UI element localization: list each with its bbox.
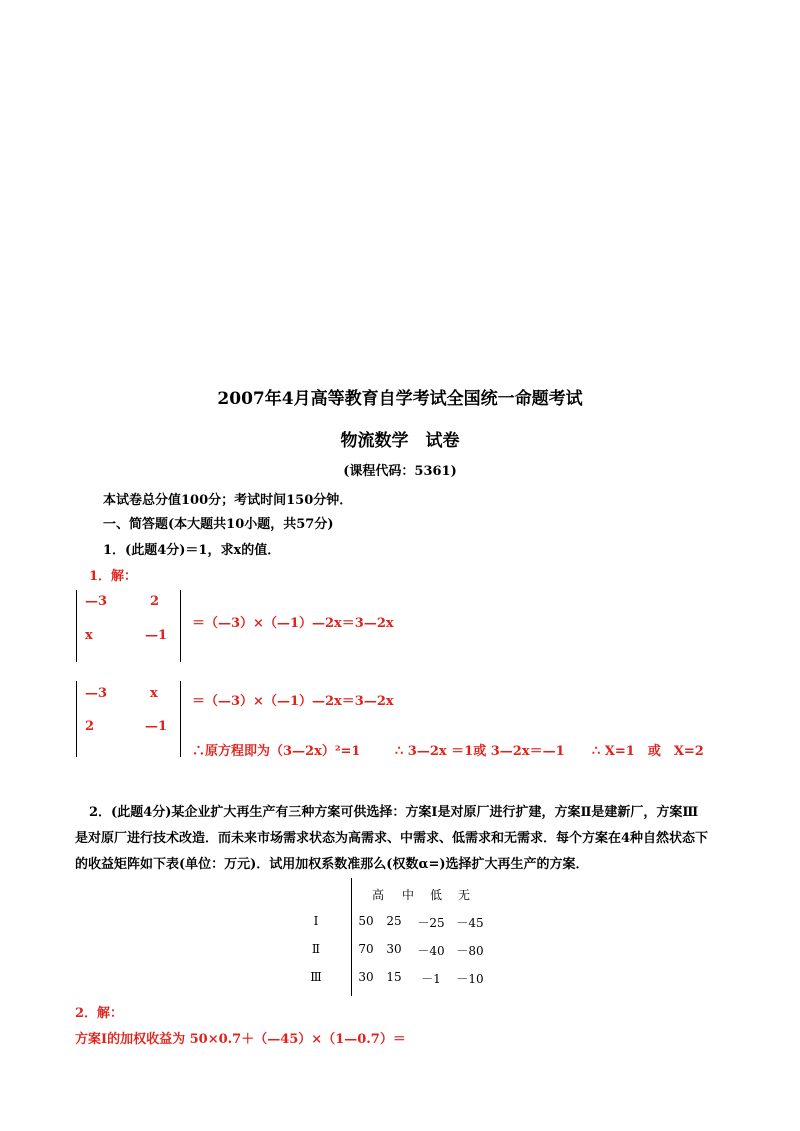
table-cell: －25	[417, 916, 445, 930]
q1-text: 1．(此题4分)＝1，求x的值．	[103, 543, 281, 558]
det1-result: ＝（—3）×（—1）—2x＝3—2x	[192, 616, 394, 631]
q1-answer-label: 1．解：	[89, 569, 138, 584]
table-cell: 30	[358, 970, 374, 984]
table-row-label: Ⅱ	[311, 942, 321, 956]
q2-text-line-3: 的收益矩阵如下表(单位：万元)．试用加权系数准那么(权数α=)选择扩大再生产的方案．	[75, 857, 589, 872]
table-cell: 70	[358, 942, 374, 956]
section-one-heading: 一、简答题(本大题共10小题，共57分)	[103, 517, 334, 532]
total-score-note: 本试卷总分值100分；考试时间150分钟．	[103, 493, 353, 508]
det1-right-bar	[180, 590, 181, 662]
table-cell: 50	[358, 914, 374, 928]
table-header-low: 低	[429, 888, 442, 902]
det1-left-bar	[76, 590, 77, 662]
table-row-label: Ⅰ	[313, 914, 319, 928]
table-header-mid: 中	[401, 888, 414, 902]
q2-text-line-2: 是对原厂进行技术改造．而未来市场需求状态为高需求、中需求、低需求和无需求．每个方案在4种自然状态下	[75, 831, 709, 846]
q1-conclusion-2: ∴ 3—2x ＝1或 3—2x＝—1	[395, 744, 565, 759]
q1-conclusion-3: ∴ X=1 或 X=2	[592, 744, 704, 759]
table-cell: －80	[456, 944, 484, 958]
table-header-high: 高	[371, 888, 384, 902]
q2-answer-line: 方案Ⅰ的加权收益为 50×0.7＋（—45）×（1—0.7）＝	[75, 1032, 406, 1047]
det1-a11: —3	[85, 594, 108, 609]
table-cell: －40	[417, 944, 445, 958]
exam-subtitle: 物流数学 试卷	[340, 431, 460, 451]
det2-a12: x	[150, 686, 158, 701]
det2-a22: —1	[145, 719, 168, 734]
table-cell: －45	[456, 916, 484, 930]
det2-result: ＝（—3）×（—1）—2x＝3—2x	[192, 694, 394, 709]
det1-a22: —1	[145, 628, 168, 643]
q1-conclusion-1: ∴原方程即为（3—2x）²=1	[192, 744, 361, 759]
det1-a12: 2	[150, 594, 160, 609]
q2-answer-label: 2．解：	[75, 1006, 124, 1021]
det2-a11: —3	[85, 686, 108, 701]
det2-left-bar	[76, 681, 77, 757]
table-cell: 15	[386, 970, 402, 984]
table-cell: －1	[421, 972, 441, 986]
det2-a21: 2	[85, 719, 95, 734]
table-row-label: Ⅲ	[310, 970, 322, 984]
table-cell: －10	[456, 972, 484, 986]
det1-a21: x	[85, 628, 93, 643]
table-header-none: 无	[457, 888, 470, 902]
table-cell: 25	[386, 914, 402, 928]
course-code: (课程代码：5361)	[343, 464, 457, 479]
table-cell: 30	[386, 942, 402, 956]
det2-right-bar	[180, 681, 181, 757]
q2-text-line-1: 2．(此题4分)某企业扩大再生产有三种方案可供选择：方案Ⅰ是对原厂进行扩建，方案Ⅱ是建新厂，方案Ⅲ	[89, 805, 699, 820]
exam-title: 2007年4月高等教育自学考试全国统一命题考试	[217, 389, 583, 409]
